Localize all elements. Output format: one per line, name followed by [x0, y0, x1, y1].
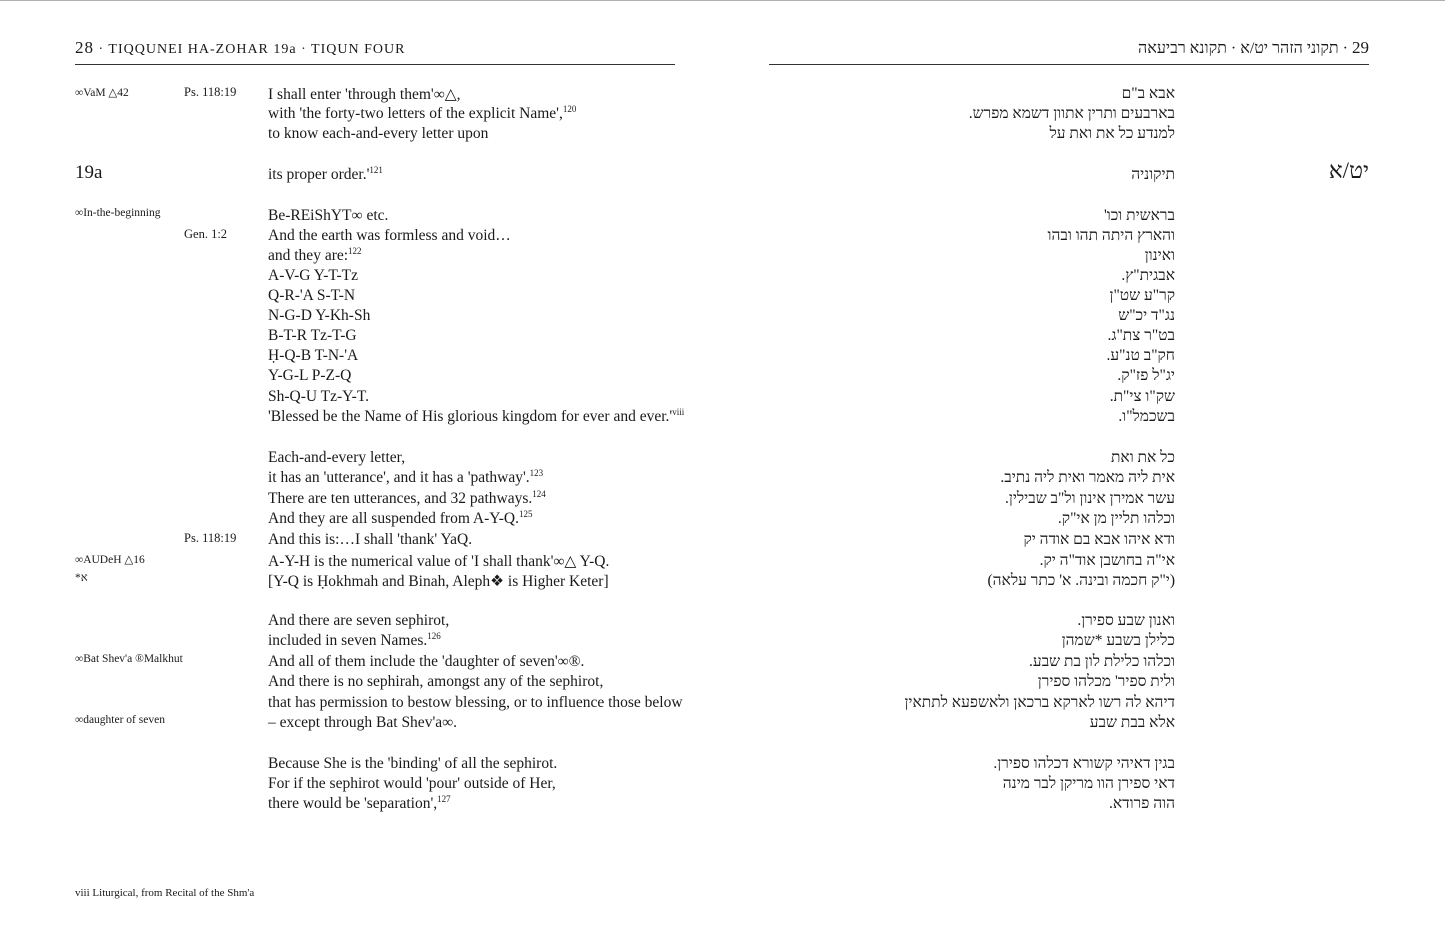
hebrew-line: חק"ב טנ"ע. — [1106, 347, 1175, 364]
english-line — [268, 307, 688, 325]
english-line-text: A-V-G Y-T-Tz — [268, 267, 358, 284]
hebrew-line: ולית ספיר' מכלהו ספירן — [1037, 673, 1175, 690]
english-line — [268, 612, 688, 630]
english-line-text: with 'the forty-two letters of the explicit Name', — [268, 105, 563, 122]
hebrew-line: ואנון שבע ספירן. — [1077, 612, 1175, 629]
hebrew-line: אי"ה בחושבן אוד"ה יק. — [1039, 552, 1175, 569]
margin-note: ∞VaM △42 — [75, 87, 129, 99]
footnote-ref[interactable]: viii — [672, 406, 685, 417]
footnote-ref[interactable]: 120 — [562, 103, 577, 114]
footnote-ref[interactable]: 126 — [427, 630, 441, 641]
english-line-text: And all of them include the 'daughter of seven'∞®. — [268, 653, 585, 670]
footnote-ref[interactable]: 122 — [348, 245, 362, 256]
english-line — [268, 408, 688, 426]
margin-note: ∞In-the-beginning — [75, 207, 161, 219]
english-line-text: that has permission to bestow blessing, or to influence those below — [268, 694, 683, 711]
english-line — [268, 490, 688, 508]
folio-number-hebrew: יט/א — [1328, 158, 1369, 183]
hebrew-line: וכלהו תליין מן אי"ק. — [1057, 510, 1175, 527]
left-page-header: 28 · TIQQUNEI HA-ZOHAR 19a · TIQUN FOUR — [75, 38, 675, 65]
hebrew-line: למנדע כל את ואת על — [1049, 125, 1175, 142]
hebrew-line: עשר אמירן אינון ול"ב שבילין. — [1005, 490, 1175, 507]
margin-note: ∞AUDeH △16 — [75, 554, 145, 566]
footnote-ref[interactable]: 121 — [369, 164, 383, 175]
english-line — [268, 673, 688, 691]
english-line — [268, 449, 688, 467]
english-line — [268, 105, 688, 123]
english-line — [268, 207, 688, 225]
footnote-ref[interactable]: 125 — [518, 508, 533, 519]
right-page-header: 29 · תקוני הזהר יט/א · תקונא רביעאה — [769, 38, 1369, 65]
right-page-number: 29 — [1352, 38, 1369, 57]
english-line-text: Each-and-every letter, — [268, 449, 406, 466]
english-line — [268, 632, 688, 650]
footnote-ref[interactable]: 127 — [437, 793, 451, 804]
hebrew-line: וכלהו כלילת לון בת שבע. — [1029, 653, 1175, 670]
english-line-text: [Y-Q is Ḥokhmah and Binah, Aleph❖ is Higher Keter] — [268, 573, 609, 590]
folio-number-english: 19a — [75, 162, 103, 183]
hebrew-line: אבא ב"ם — [1121, 85, 1175, 102]
english-line — [268, 347, 688, 365]
hebrew-line: דאי ספירן הוו מריקן לבר מינה — [1002, 775, 1175, 792]
english-line-text: it has an 'utterance', and it has a 'pathway'. — [268, 469, 530, 486]
hebrew-line: ואינון — [1144, 247, 1175, 264]
english-line-text: B-T-R Tz-T-G — [268, 327, 357, 344]
left-page-number: 28 — [75, 38, 94, 57]
hebrew-line: בראשית וכו' — [1103, 207, 1175, 224]
english-line-text: – except through Bat Shev'a∞. — [268, 714, 458, 731]
english-line-text: And the earth was formless and void… — [268, 227, 511, 244]
english-line-text: included in seven Names. — [268, 632, 428, 649]
english-line — [268, 85, 688, 104]
footnote-ref[interactable]: 124 — [532, 488, 546, 499]
right-running-title: תקוני הזהר יט/א · תקונא רביעאה — [1138, 40, 1339, 57]
hebrew-line: קר"ע שט"ן — [1109, 287, 1175, 304]
verse-reference: Ps. 118:19 — [184, 85, 237, 99]
english-line-text: A-Y-H is the numerical value of 'I shall thank'∞△ Y-Q. — [268, 553, 610, 570]
english-line — [268, 227, 688, 245]
hebrew-line: והארץ היתה תהו ובהו — [1047, 227, 1175, 244]
english-line — [268, 795, 688, 813]
english-line — [268, 327, 688, 345]
hebrew-line: בארבעים ותרין אתוון דשמא מפרש. — [968, 105, 1175, 122]
english-line-text: 'Blessed be the Name of His glorious kingdom for ever and ever.' — [268, 408, 673, 425]
english-line — [268, 469, 688, 487]
english-line-text: there would be 'separation', — [268, 795, 438, 812]
footnote-ref[interactable]: 123 — [529, 467, 544, 478]
hebrew-line: אית ליה מאמר ואית ליה נתיב. — [1000, 469, 1175, 486]
hebrew-line: נג"ד יכ"ש — [1118, 307, 1175, 324]
hebrew-line: יג"ל פז"ק. — [1117, 367, 1175, 384]
hebrew-line: כל את ואת — [1110, 449, 1175, 466]
english-line-text: For if the sephirot would 'pour' outside of Her, — [268, 775, 556, 792]
hebrew-line: תיקוניה — [1131, 166, 1175, 183]
english-line-text: Be-REiShYT∞ etc. — [268, 207, 389, 224]
hebrew-line: דיהא לה רשו לארקא ברכאן ולאשפעא לתתאין — [904, 694, 1175, 711]
english-line — [268, 267, 688, 285]
english-line-text: its proper order.' — [268, 166, 370, 183]
hebrew-line: כלילן בשבע *שמהן — [1061, 632, 1175, 649]
margin-note: ∞daughter of seven — [75, 714, 165, 726]
english-line-text: I shall enter 'through them'∞△, — [268, 86, 461, 103]
hebrew-line: הוה פרודא. — [1108, 795, 1175, 812]
english-line — [268, 694, 688, 712]
english-line-text: N-G-D Y-Kh-Sh — [268, 307, 371, 324]
hebrew-line: אבגית"ץ. — [1121, 267, 1175, 284]
margin-note: ∞Bat Shev'a ®Malkhut — [75, 653, 183, 665]
hebrew-line: שק"ו צי"ת. — [1109, 388, 1175, 405]
english-line-text: Ḥ-Q-B T-N-'A — [268, 347, 359, 364]
english-line-text: Because She is the 'binding' of all the sephirot. — [268, 755, 558, 772]
english-line-text: And there are seven sephirot, — [268, 612, 450, 629]
hebrew-line: בט"ר צת"ג. — [1107, 327, 1175, 344]
english-line — [268, 714, 688, 732]
hebrew-line: אלא בבת שבע — [1089, 714, 1175, 731]
english-line — [268, 775, 688, 793]
english-line — [268, 367, 688, 385]
hebrew-line: בשכמל"ו. — [1118, 408, 1175, 425]
hebrew-line: (י"ק חכמה ובינה. א' כתר עלאה) — [987, 572, 1175, 589]
english-line — [268, 755, 688, 773]
left-running-title: TIQQUNEI HA-ZOHAR 19a · TIQUN FOUR — [108, 42, 406, 57]
english-line — [268, 552, 688, 571]
english-line-text: And there is no sephirah, amongst any of the sephirot, — [268, 673, 604, 690]
english-line — [268, 125, 688, 143]
english-line-text: Sh-Q-U Tz-Y-T. — [268, 388, 370, 405]
top-edge-line — [0, 0, 1445, 1]
english-line — [268, 166, 688, 184]
english-line — [268, 247, 688, 265]
english-line-text: There are ten utterances, and 32 pathways. — [268, 490, 533, 507]
verse-reference: Gen. 1:2 — [184, 227, 228, 241]
hebrew-line: ודא איהו אבא בם אודה יק — [1023, 531, 1175, 548]
verse-reference: Ps. 118:19 — [184, 531, 237, 545]
page-footnote: viii Liturgical, from Recital of the Shm'a — [75, 887, 255, 899]
english-line — [268, 531, 688, 549]
english-line-text: Y-G-L P-Z-Q — [268, 367, 352, 384]
hebrew-line: בגין דאיהי קשורא דכלהו ספירן. — [993, 755, 1175, 772]
english-line-text: and they are: — [268, 247, 349, 264]
english-line-text: Q-R-'A S-T-N — [268, 287, 356, 304]
english-line-text: And this is:…I shall 'thank' YaQ. — [268, 531, 473, 548]
english-line — [268, 388, 688, 406]
english-line — [268, 572, 688, 591]
english-line-text: to know each-and-every letter upon — [268, 125, 489, 142]
english-line-text: And they are all suspended from A-Y-Q. — [268, 510, 519, 527]
english-line — [268, 653, 688, 671]
english-line — [268, 510, 688, 528]
english-line — [268, 287, 688, 305]
margin-note: *א — [75, 572, 88, 584]
